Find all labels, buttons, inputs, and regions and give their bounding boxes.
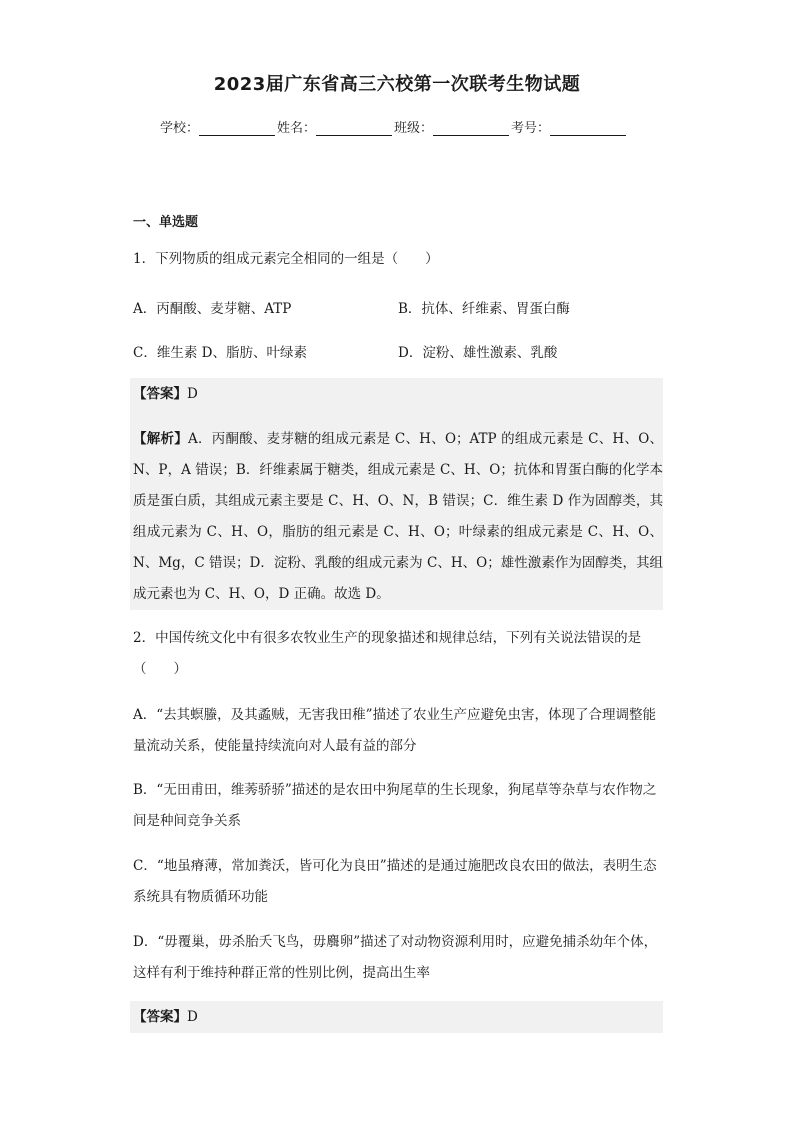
answer-tag: 【答案】 — [133, 386, 187, 402]
analysis-tag: 【解析】 — [133, 431, 188, 447]
school-blank[interactable] — [199, 121, 275, 136]
answer-value: D — [187, 386, 198, 402]
page-title: 2023届广东省高三六校第一次联考生物试题 — [213, 74, 581, 95]
school-field — [160, 117, 277, 136]
exam-no-field — [511, 117, 628, 136]
question-2-option-d[interactable]: D．“毋覆巢，毋杀胎夭飞鸟，毋麛卵”描述了对动物资源利用时，应避免捕杀幼年个体，这样有利于维持种群正常的性别比例，提高出生率 — [133, 934, 658, 981]
question-2-option-c[interactable]: C．“地虽瘠薄，常加粪沃，皆可化为良田”描述的是通过施肥改良农田的做法，表明生态系统具有物质循环功能 — [133, 858, 657, 905]
question-2-answer-box — [130, 1001, 663, 1033]
question-2-option-b[interactable]: B．“无田甫田，维莠骄骄”描述的是农田中狗尾草的生长现象，狗尾草等杂草与农作物之间是种间竞争关系 — [133, 782, 657, 829]
question-1-stem: 1．下列物质的组成元素完全相同的一组是（ ） — [133, 251, 439, 267]
question-2-option-a[interactable]: A．“去其螟螣，及其蟊贼，无害我田稚”描述了农业生产应避免虫害，体现了合理调整能量流动关系，使能量持续流向对人最有益的部分 — [133, 707, 657, 754]
analysis-text: A．丙酮酸、麦芽糖的组成元素是 C、H、O；ATP 的组成元素是 C、H、O、N、P，A 错误；B．纤维素属于糖类，组成元素是 C、H、O；抗体和胃蛋白酶的化学本质是蛋白质，其组成元素主要是 C、H、O、N，B 错误；C．维生素 D 作为固醇类，其组成元素为 C、H、O，脂肪的组元素是 C、H、O；叶绿素的组成元素是 C、H、O、N、Mg，C 错误；D．淀粉、乳酸的组成元素为 C、H、O；雄性激素作为固醇类，其组成元素也为 C、H、O，D 正确。故选 D。 — [133, 431, 664, 602]
exam-no-blank[interactable] — [550, 121, 626, 136]
exam-no-label: 考号： — [511, 121, 551, 136]
class-label: 班级： — [394, 121, 434, 136]
section-heading: 一、单选题 — [133, 215, 199, 230]
question-1-option-b[interactable]: B．抗体、纤维素、胃蛋白酶 — [398, 301, 570, 317]
class-blank[interactable] — [433, 121, 509, 136]
name-label: 姓名： — [277, 121, 317, 136]
question-1-option-a[interactable]: A．丙酮酸、麦芽糖、ATP — [133, 301, 292, 317]
student-info-row — [160, 117, 628, 136]
question-1-option-d[interactable]: D．淀粉、雄性激素、乳酸 — [398, 345, 558, 361]
question-2-stem: 2．中国传统文化中有很多农牧业生产的现象描述和规律总结，下列有关说法错误的是（ ） — [133, 630, 642, 677]
question-1-analysis — [130, 424, 663, 610]
school-label: 学校： — [160, 121, 200, 136]
answer-value: D — [187, 1009, 198, 1025]
question-2-answer — [130, 1002, 663, 1033]
question-1-options-row-2 — [133, 341, 663, 361]
question-1-answer — [130, 379, 663, 410]
question-1-option-c[interactable]: C．维生素 D、脂肪、叶绿素 — [133, 345, 307, 361]
class-field — [394, 117, 511, 136]
answer-tag: 【答案】 — [133, 1009, 187, 1025]
question-1-options-row-1 — [133, 297, 663, 317]
name-field — [277, 117, 394, 136]
name-blank[interactable] — [316, 121, 392, 136]
question-1-answer-box — [130, 378, 663, 610]
